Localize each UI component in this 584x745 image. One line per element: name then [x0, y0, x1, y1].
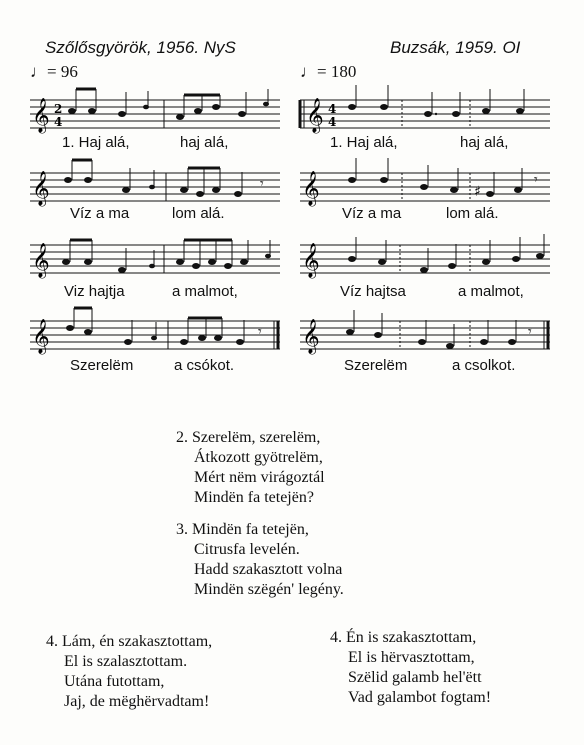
- left-staff-3: [30, 240, 280, 280]
- svg-text:𝄾: 𝄾: [528, 324, 532, 340]
- verse-2: [176, 428, 325, 508]
- verse-line: Utána futottam,: [64, 673, 165, 690]
- right-lyric-1b: haj alá,: [460, 134, 509, 151]
- right-lyric-4b: a csolkot.: [452, 357, 516, 374]
- svg-text:2: 2: [54, 102, 63, 116]
- verse-line: 2. Szerelëm, szerelëm,: [176, 429, 321, 446]
- svg-text:𝄾: 𝄾: [534, 172, 538, 188]
- svg-text:4: 4: [328, 115, 337, 129]
- left-source-label: Szőlősgyörök, 1956. NyS: [45, 38, 236, 57]
- treble-clef-icon: 𝄞: [32, 171, 50, 206]
- treble-clef-icon: 𝄞: [306, 98, 324, 133]
- verse-line: Vad galambot fogtam!: [348, 689, 492, 706]
- treble-clef-icon: 𝄞: [302, 243, 320, 278]
- verse-line: Mindën fa tetejën?: [194, 489, 314, 506]
- verse-3: [176, 520, 344, 600]
- verse-line: Átkozott gyötrelëm,: [194, 449, 323, 466]
- verse-4-variant: [330, 628, 491, 708]
- right-lyric-1a: 1. Haj alá,: [330, 134, 398, 151]
- verse-line: 3. Mindën fa tetejën,: [176, 521, 309, 538]
- left-lyric-1b: haj alá,: [180, 134, 229, 151]
- right-tempo: ♩= 180: [300, 62, 357, 81]
- svg-text:4: 4: [328, 102, 337, 116]
- right-lyric-2a: Víz a ma: [342, 205, 402, 222]
- treble-clef-icon: 𝄞: [302, 319, 320, 354]
- right-lyric-3a: Víz hajtsa: [340, 283, 406, 300]
- left-lyric-2a: Víz a ma: [70, 205, 130, 222]
- right-staff-2: [300, 168, 550, 208]
- verse-line: Citrusfa levelén.: [194, 541, 300, 558]
- right-lyric-4a: Szerelëm: [344, 357, 408, 374]
- svg-text:𝄾: 𝄾: [258, 324, 262, 340]
- treble-clef-icon: 𝄞: [32, 243, 50, 278]
- verse-line: Mindën szëgén' legény.: [194, 581, 344, 598]
- verse-line: Mért nëm virágoztál: [194, 469, 325, 486]
- verse-line: El is szalasztottam.: [64, 653, 188, 670]
- svg-text:♯: ♯: [474, 184, 481, 200]
- treble-clef-icon: 𝄞: [32, 98, 50, 133]
- left-lyric-3b: a malmot,: [172, 283, 238, 300]
- verse-line: El is hërvasztottam,: [348, 649, 475, 666]
- treble-clef-icon: 𝄞: [32, 319, 50, 354]
- left-lyric-2b: lom alá.: [172, 205, 225, 222]
- right-staff-3: [300, 240, 550, 280]
- verse-line: Jaj, de mëghërvadtam!: [64, 693, 210, 710]
- svg-text:4: 4: [54, 115, 63, 129]
- verse-line: 4. Én is szakasztottam,: [330, 629, 477, 646]
- verse-4: [46, 632, 212, 712]
- right-lyric-2b: lom alá.: [446, 205, 499, 222]
- right-staff-1: [300, 95, 550, 135]
- left-lyric-1a: 1. Haj alá,: [62, 134, 130, 151]
- right-lyric-3b: a malmot,: [458, 283, 524, 300]
- verse-line: Hadd szakasztott volna: [194, 561, 343, 578]
- right-staff-4: [300, 316, 550, 356]
- treble-clef-icon: 𝄞: [302, 171, 320, 206]
- svg-text:𝄾: 𝄾: [260, 176, 264, 192]
- left-staff-4: [30, 316, 280, 356]
- left-staff-1: [30, 95, 280, 135]
- verse-line: Szëlid galamb hel'ëtt: [348, 669, 482, 686]
- left-lyric-4b: a csókot.: [174, 357, 235, 374]
- left-lyric-3a: Viz hajtja: [64, 283, 125, 300]
- left-staff-2: [30, 168, 280, 208]
- right-source-label: Buzsák, 1959. OI: [390, 38, 521, 57]
- left-lyric-4a: Szerelëm: [70, 357, 134, 374]
- verse-line: 4. Lám, én szakasztottam,: [46, 633, 213, 650]
- left-tempo: ♩= 96: [30, 62, 78, 81]
